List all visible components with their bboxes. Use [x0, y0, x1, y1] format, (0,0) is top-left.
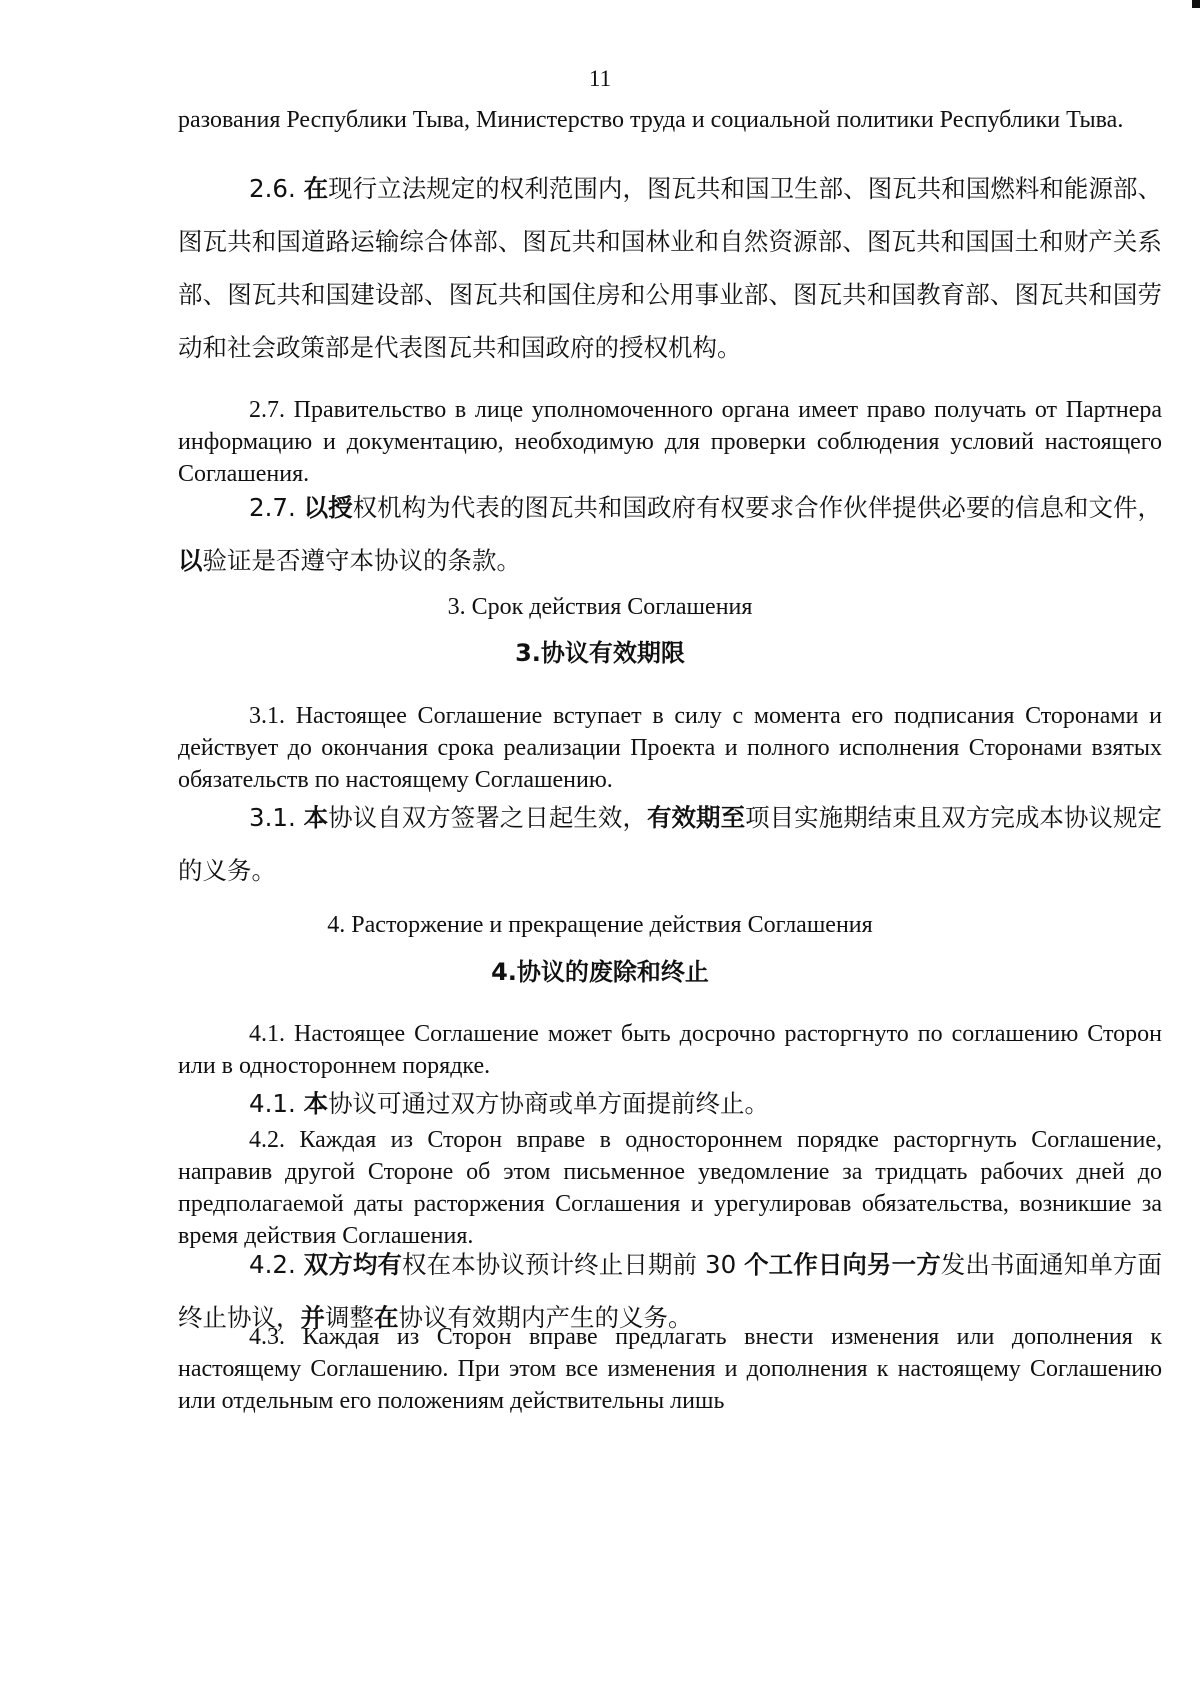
paragraph-2-7-zh — [178, 481, 1162, 587]
section-3-heading-ru: 3. Срок действия Соглашения — [447, 594, 753, 620]
paragraph-continuation: разования Республики Тыва, Министерство труда и социальной политики Республики Тыва. — [178, 107, 1124, 133]
paragraph-text: 权在本协议预计终止日期前 30 — [402, 1250, 745, 1279]
bold-text: 并 — [300, 1303, 325, 1332]
bold-text: 个工作日向另一方 — [744, 1250, 941, 1279]
paragraph-text: 发出书面通知单方面终止协议， — [178, 1250, 1163, 1332]
bold-text: 在 — [374, 1303, 399, 1332]
clause-number: 2.7. — [249, 493, 296, 522]
scan-corner-mark — [1192, 0, 1200, 8]
clause-number: 3.1. — [249, 803, 296, 832]
paragraph-text: 调整 — [325, 1303, 374, 1332]
bold-text: 在 — [303, 174, 329, 203]
paragraph-3-1-zh — [178, 791, 1162, 897]
paragraph-2-6-zh — [178, 162, 1162, 374]
bold-text: 有效期至 — [646, 803, 746, 832]
bold-text: 本 — [303, 1089, 329, 1118]
paragraph-4-1-ru: 4.1. Настоящее Соглашение может быть досрочно расторгнуто по соглашению Сторон или в одностороннем порядке. — [178, 1021, 1162, 1079]
clause-number: 4.1. — [249, 1089, 296, 1118]
paragraph-4-1-zh — [178, 1077, 1162, 1130]
section-4-heading-ru: 4. Расторжение и прекращение действия Соглашения — [327, 912, 873, 938]
clause-number: 4.2. — [249, 1250, 296, 1279]
paragraph-4-2-ru: 4.2. Каждая из Сторон вправе в одностороннем порядке расторгнуть Соглашение, направив другой Стороне об этом письменное уведомление за тридцать рабочих дней до предполагаемой даты расторжения Соглашения и урегулировав обязательства, возникшие за время действия Соглашения. — [178, 1127, 1162, 1249]
paragraph-text: 协议有效期内产生的义务。 — [398, 1303, 693, 1332]
paragraph-text: 验证是否遵守本协议的条款。 — [202, 546, 521, 575]
bold-text: 以授 — [303, 493, 353, 522]
paragraph-2-7-ru: 2.7. Правительство в лице уполномоченного органа имеет право получать от Партнера информацию и документацию, необходимую для проверки соблюдения условий настоящего Соглашения. — [178, 397, 1162, 487]
paragraph-4-3-ru: 4.3. Каждая из Сторон вправе предлагать внести изменения или дополнения к настоящему Соглашению. При этом все изменения и дополнения к настоящему Соглашению или отдельным его положениям действительны лишь — [178, 1324, 1162, 1414]
paragraph-text: 权机构为代表的图瓦共和国政府有权要求合作伙伴提供必要的信息和文件， — [352, 493, 1163, 522]
paragraph-text: 现行立法规定的权利范围内，图瓦共和国卫生部、图瓦共和国燃料和能源部、图瓦共和国道路运输综合体部、图瓦共和国林业和自然资源部、图瓦共和国国土和财产关系部、图瓦共和国建设部、图瓦共和国住房和公用事业部、图瓦共和国教育部、图瓦共和国劳动和社会政策部是代表图瓦共和国政府的授权机构。 — [178, 174, 1163, 362]
bold-text: 以 — [178, 546, 203, 575]
bold-text: 双方均有 — [303, 1250, 403, 1279]
clause-number: 2.6. — [249, 174, 296, 203]
paragraph-text: 协议自双方签署之日起生效， — [328, 803, 647, 832]
paragraph-3-1-ru: 3.1. Настоящее Соглашение вступает в силу с момента его подписания Сторонами и действует до окончания срока реализации Проекта и полного исполнения Сторонами взятых обязательств по настоящему Соглашению. — [178, 703, 1162, 793]
paragraph-text: 项目实施期结束且双方完成本协议规定的义务。 — [178, 803, 1163, 885]
section-4-heading-zh: 4.协议的废除和终止 — [491, 958, 709, 986]
page-number: 11 — [588, 66, 612, 91]
paragraph-text: 协议可通过双方协商或单方面提前终止。 — [328, 1089, 770, 1118]
bold-text: 本 — [303, 803, 329, 832]
section-3-heading-zh: 3.协议有效期限 — [515, 639, 685, 667]
